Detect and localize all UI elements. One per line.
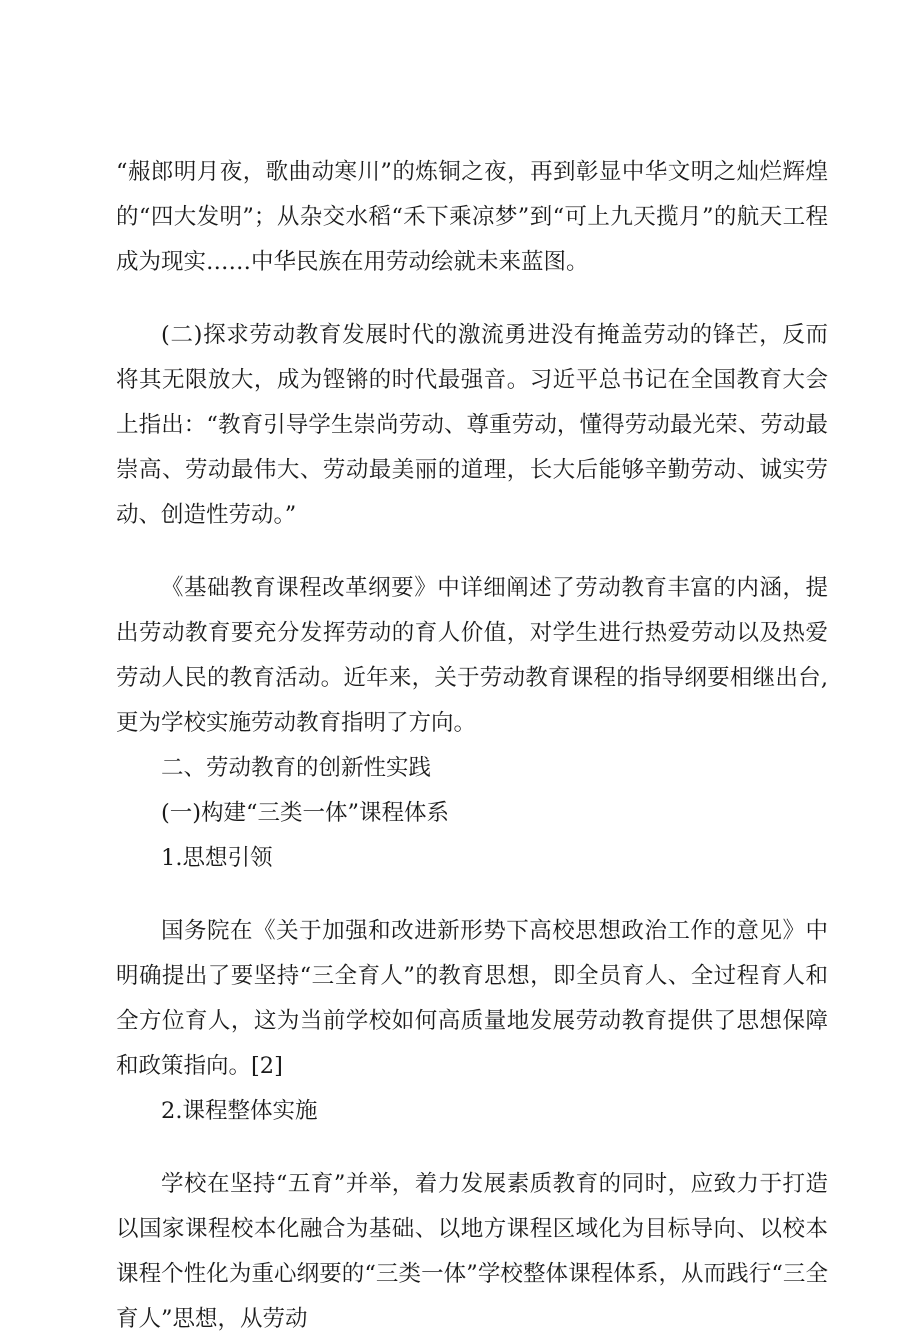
item-heading-curriculum-implementation: 2.课程整体实施 — [161, 1098, 318, 1124]
item-heading-ideological-guidance: 1.思想引领 — [161, 845, 273, 871]
section-heading-innovative-practice: 二、劳动教育的创新性实践 — [161, 755, 432, 781]
paragraph-curriculum-reform: 《基础教育课程改革纲要》中详细阐述了劳动教育丰富的内涵，提出劳动教育要充分发挥劳动的育人价值，对学生进行热爱劳动以及热爱劳动人民的教育活动。近年来，关于劳动教育课程的指导纲要相继出台,更为学校实施劳动教育指明了方向。 — [116, 575, 828, 736]
paragraph-three-all-education: 国务院在《关于加强和改进新形势下高校思想政治工作的意见》中明确提出了要坚持“三全育人”的教育思想，即全员育人、全过程育人和全方位育人，这为当前学校如何高质量地发展劳动教育提供了思想保障和政策指向。[2] — [116, 918, 828, 1079]
paragraph-labor-education-era: (二)探求劳动教育发展时代的激流勇进没有掩盖劳动的锋芒，反而将其无限放大，成为铿锵的时代最强音。习近平总书记在全国教育大会上指出：“教育引导学生崇尚劳动、尊重劳动，懂得劳动最光荣、劳动最崇高、劳动最伟大、劳动最美丽的道理，长大后能够辛勤劳动、诚实劳动、创造性劳动。” — [116, 322, 828, 528]
paragraph-five-education: 学校在坚持“五育”并举，着力发展素质教育的同时，应致力于打造以国家课程校本化融合为基础、以地方课程区域化为目标导向、以校本课程个性化为重心纲要的“三类一体”学校整体课程体系，从而践行“三全育人”思想，从劳动 — [116, 1171, 828, 1332]
paragraph-continuation: “赧郎明月夜，歌曲动寒川”的炼铜之夜，再到彰显中华文明之灿烂辉煌的“四大发明”；从杂交水稻“禾下乘凉梦”到“可上九天揽月”的航天工程成为现实……中华民族在用劳动绘就未来蓝图。 — [116, 159, 828, 275]
subsection-heading-curriculum-system: (一)构建“三类一体”课程体系 — [161, 800, 450, 826]
